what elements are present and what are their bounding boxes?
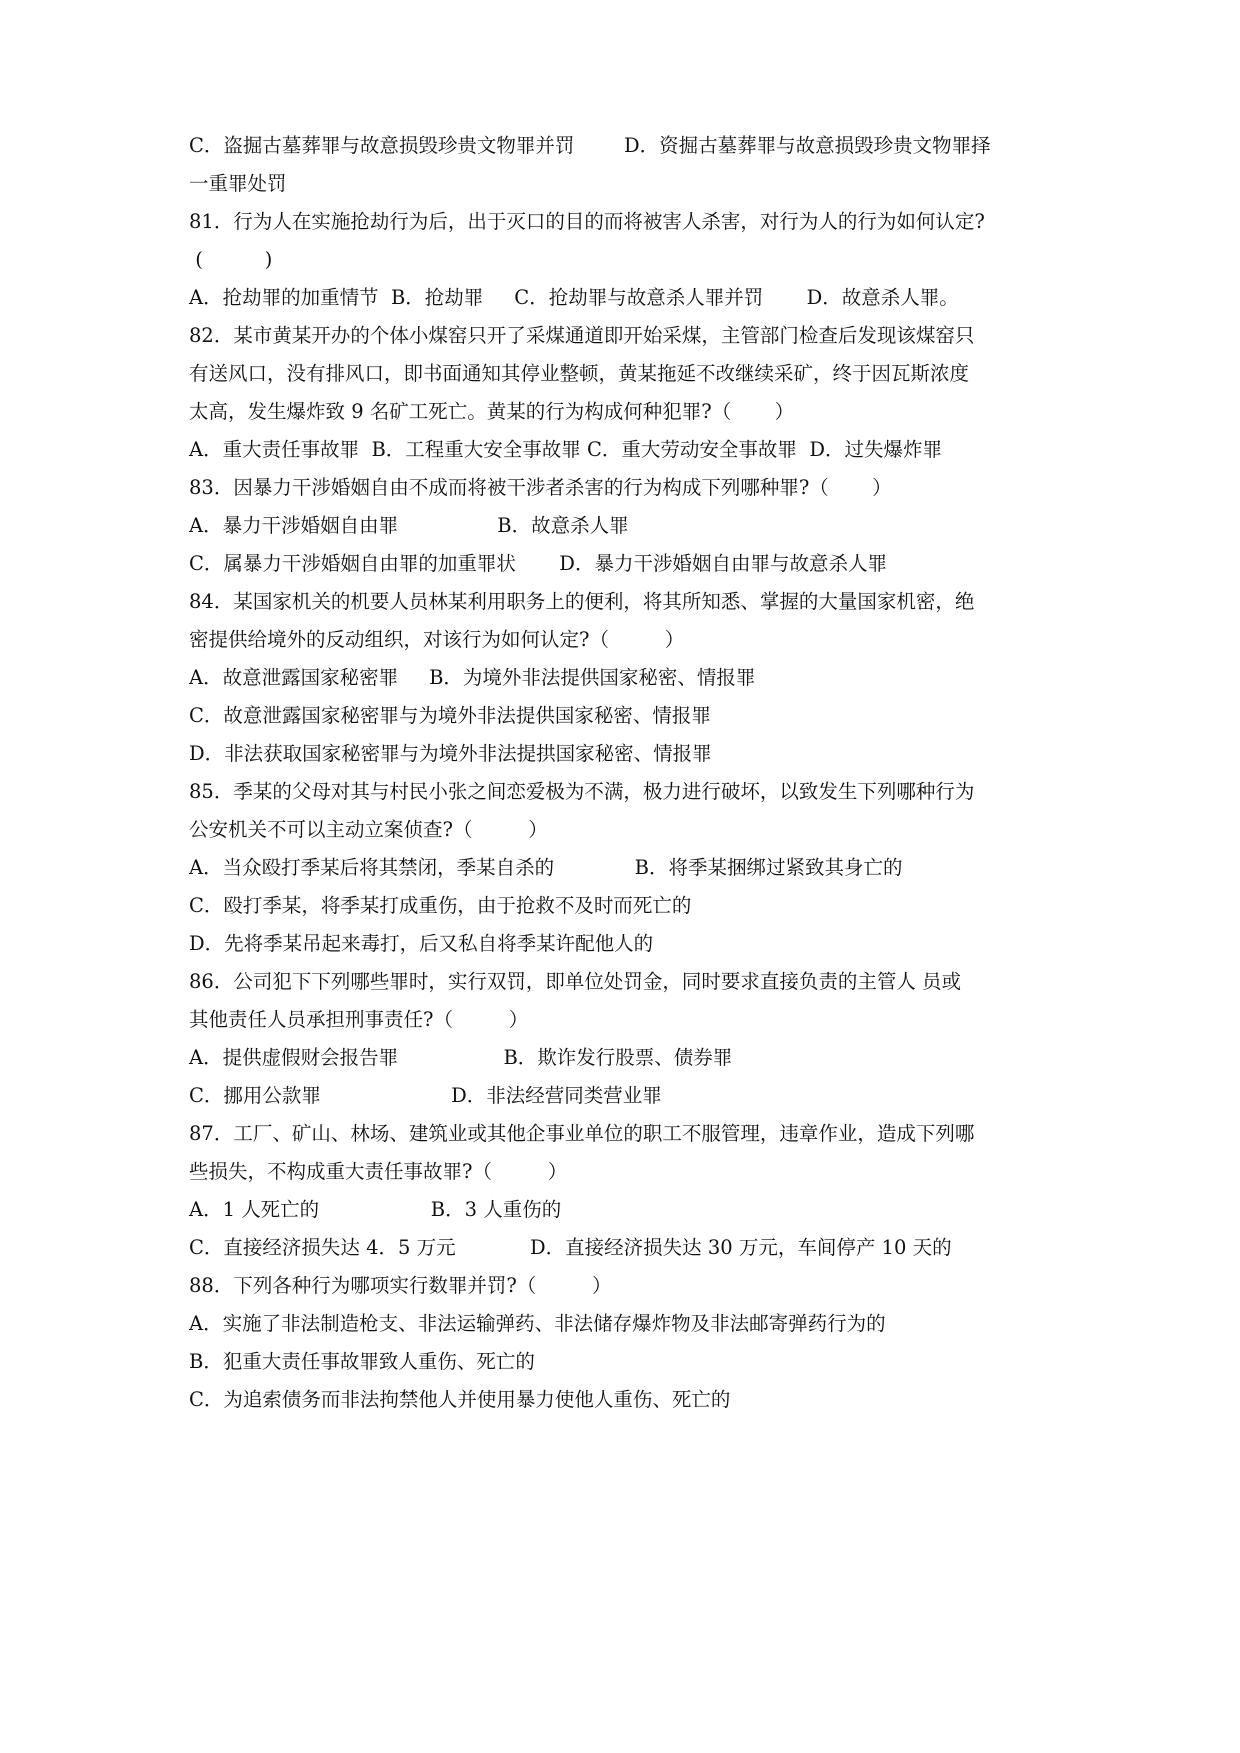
- text-line: 其他责任人员承担刑事责任?（ ）: [189, 1008, 529, 1031]
- text-line: C．盗掘古墓葬罪与故意损毁珍贵文物罪并罚 D．资掘古墓葬罪与故意损毁珍贵文物罪择: [189, 134, 991, 157]
- question-86: 86．公司犯下下列哪些罪时，实行双罚，即单位处罚金，同时要求直接负责的主管人 员或: [189, 970, 962, 993]
- option-84-d: D．非法获取国家秘密罪与为境外非法提拱国家秘密、情报罪: [189, 742, 712, 765]
- text-line: 密提供给境外的反动组织，对该行为如何认定?（ ）: [189, 628, 685, 651]
- question-87: 87．工厂、矿山、林场、建筑业或其他企事业单位的职工不服管理，违章作业，造成下列哪: [189, 1122, 975, 1145]
- answer-blank: ( ): [189, 248, 273, 271]
- options-86-cd: C．挪用公款罪 D．非法经营同类营业罪: [189, 1084, 662, 1107]
- question-88: 88．下列各种行为哪项实行数罪并罚?（ ）: [189, 1274, 612, 1297]
- text-line: 公安机关不可以主动立案侦查?（ ）: [189, 818, 548, 841]
- options-87-cd: C．直接经济损失达 4．5 万元 D．直接经济损失达 30 万元，车间停产 10 天的: [189, 1236, 952, 1259]
- option-84-c: C．故意泄露国家秘密罪与为境外非法提供国家秘密、情报罪: [189, 704, 711, 727]
- question-85: 85．季某的父母对其与村民小张之间恋爱极为不满，极力进行破坏，以致发生下列哪种行为: [189, 780, 975, 803]
- question-83: 83．因暴力干涉婚姻自由不成而将被干涉者杀害的行为构成下列哪种罪?（ ）: [189, 476, 892, 499]
- option-88-b: B．犯重大责任事故罪致人重伤、死亡的: [189, 1350, 535, 1373]
- options-83-ab: A．暴力干涉婚姻自由罪 B．故意杀人罪: [189, 514, 629, 537]
- text-line: 太高，发生爆炸致 9 名矿工死亡。黄某的行为构成何种犯罪?（ ）: [189, 400, 795, 423]
- option-88-c: C．为追索债务而非法拘禁他人并使用暴力使他人重伤、死亡的: [189, 1388, 731, 1411]
- option-85-c: C．殴打季某，将季某打成重伤，由于抢救不及时而死亡的: [189, 894, 692, 917]
- options-82: A．重大责任事故罪 B．工程重大安全事故罪 C．重大劳动安全事故罪 D．过失爆炸罪: [189, 438, 942, 461]
- options-85-ab: A．当众殴打季某后将其禁闭，季某自杀的 B．将季某捆绑过紧致其身亡的: [189, 856, 903, 879]
- option-88-a: A．实施了非法制造枪支、非法运输弹药、非法储存爆炸物及非法邮寄弹药行为的: [189, 1312, 886, 1335]
- options-81: A．抢劫罪的加重情节 B．抢劫罪 C．抢劫罪与故意杀人罪并罚 D．故意杀人罪。: [189, 286, 959, 309]
- text-line: 一重罪处罚: [189, 172, 287, 195]
- options-87-ab: A．1 人死亡的 B．3 人重伤的: [189, 1198, 562, 1221]
- text-line: 有送风口，没有排风口，即书面通知其停业整顿，黄某拖延不改继续采矿，终于因瓦斯浓度: [189, 362, 970, 385]
- options-83-cd: C．属暴力干涉婚姻自由罪的加重罪状 D．暴力干涉婚姻自由罪与故意杀人罪: [189, 552, 887, 575]
- options-86-ab: A．提供虚假财会报告罪 B．欺诈发行股票、债券罪: [189, 1046, 733, 1069]
- question-82: 82．某市黄某开办的个体小煤窑只开了采煤通道即开始采煤，主管部门检查后发现该煤窑只: [189, 324, 975, 347]
- option-85-d: D．先将季某吊起来毒打，后又私自将季某许配他人的: [189, 932, 654, 955]
- question-81: 81．行为人在实施抢劫行为后，出于灭口的目的而将被害人杀害，对行为人的行为如何认定?: [189, 210, 985, 233]
- text-line: 些损失，不构成重大责任事故罪?（ ）: [189, 1160, 568, 1183]
- options-84-ab: A．故意泄露国家秘密罪 B．为境外非法提供国家秘密、情报罪: [189, 666, 756, 689]
- question-84: 84．某国家机关的机要人员林某利用职务上的便利，将其所知悉、掌握的大量国家机密，绝: [189, 590, 975, 613]
